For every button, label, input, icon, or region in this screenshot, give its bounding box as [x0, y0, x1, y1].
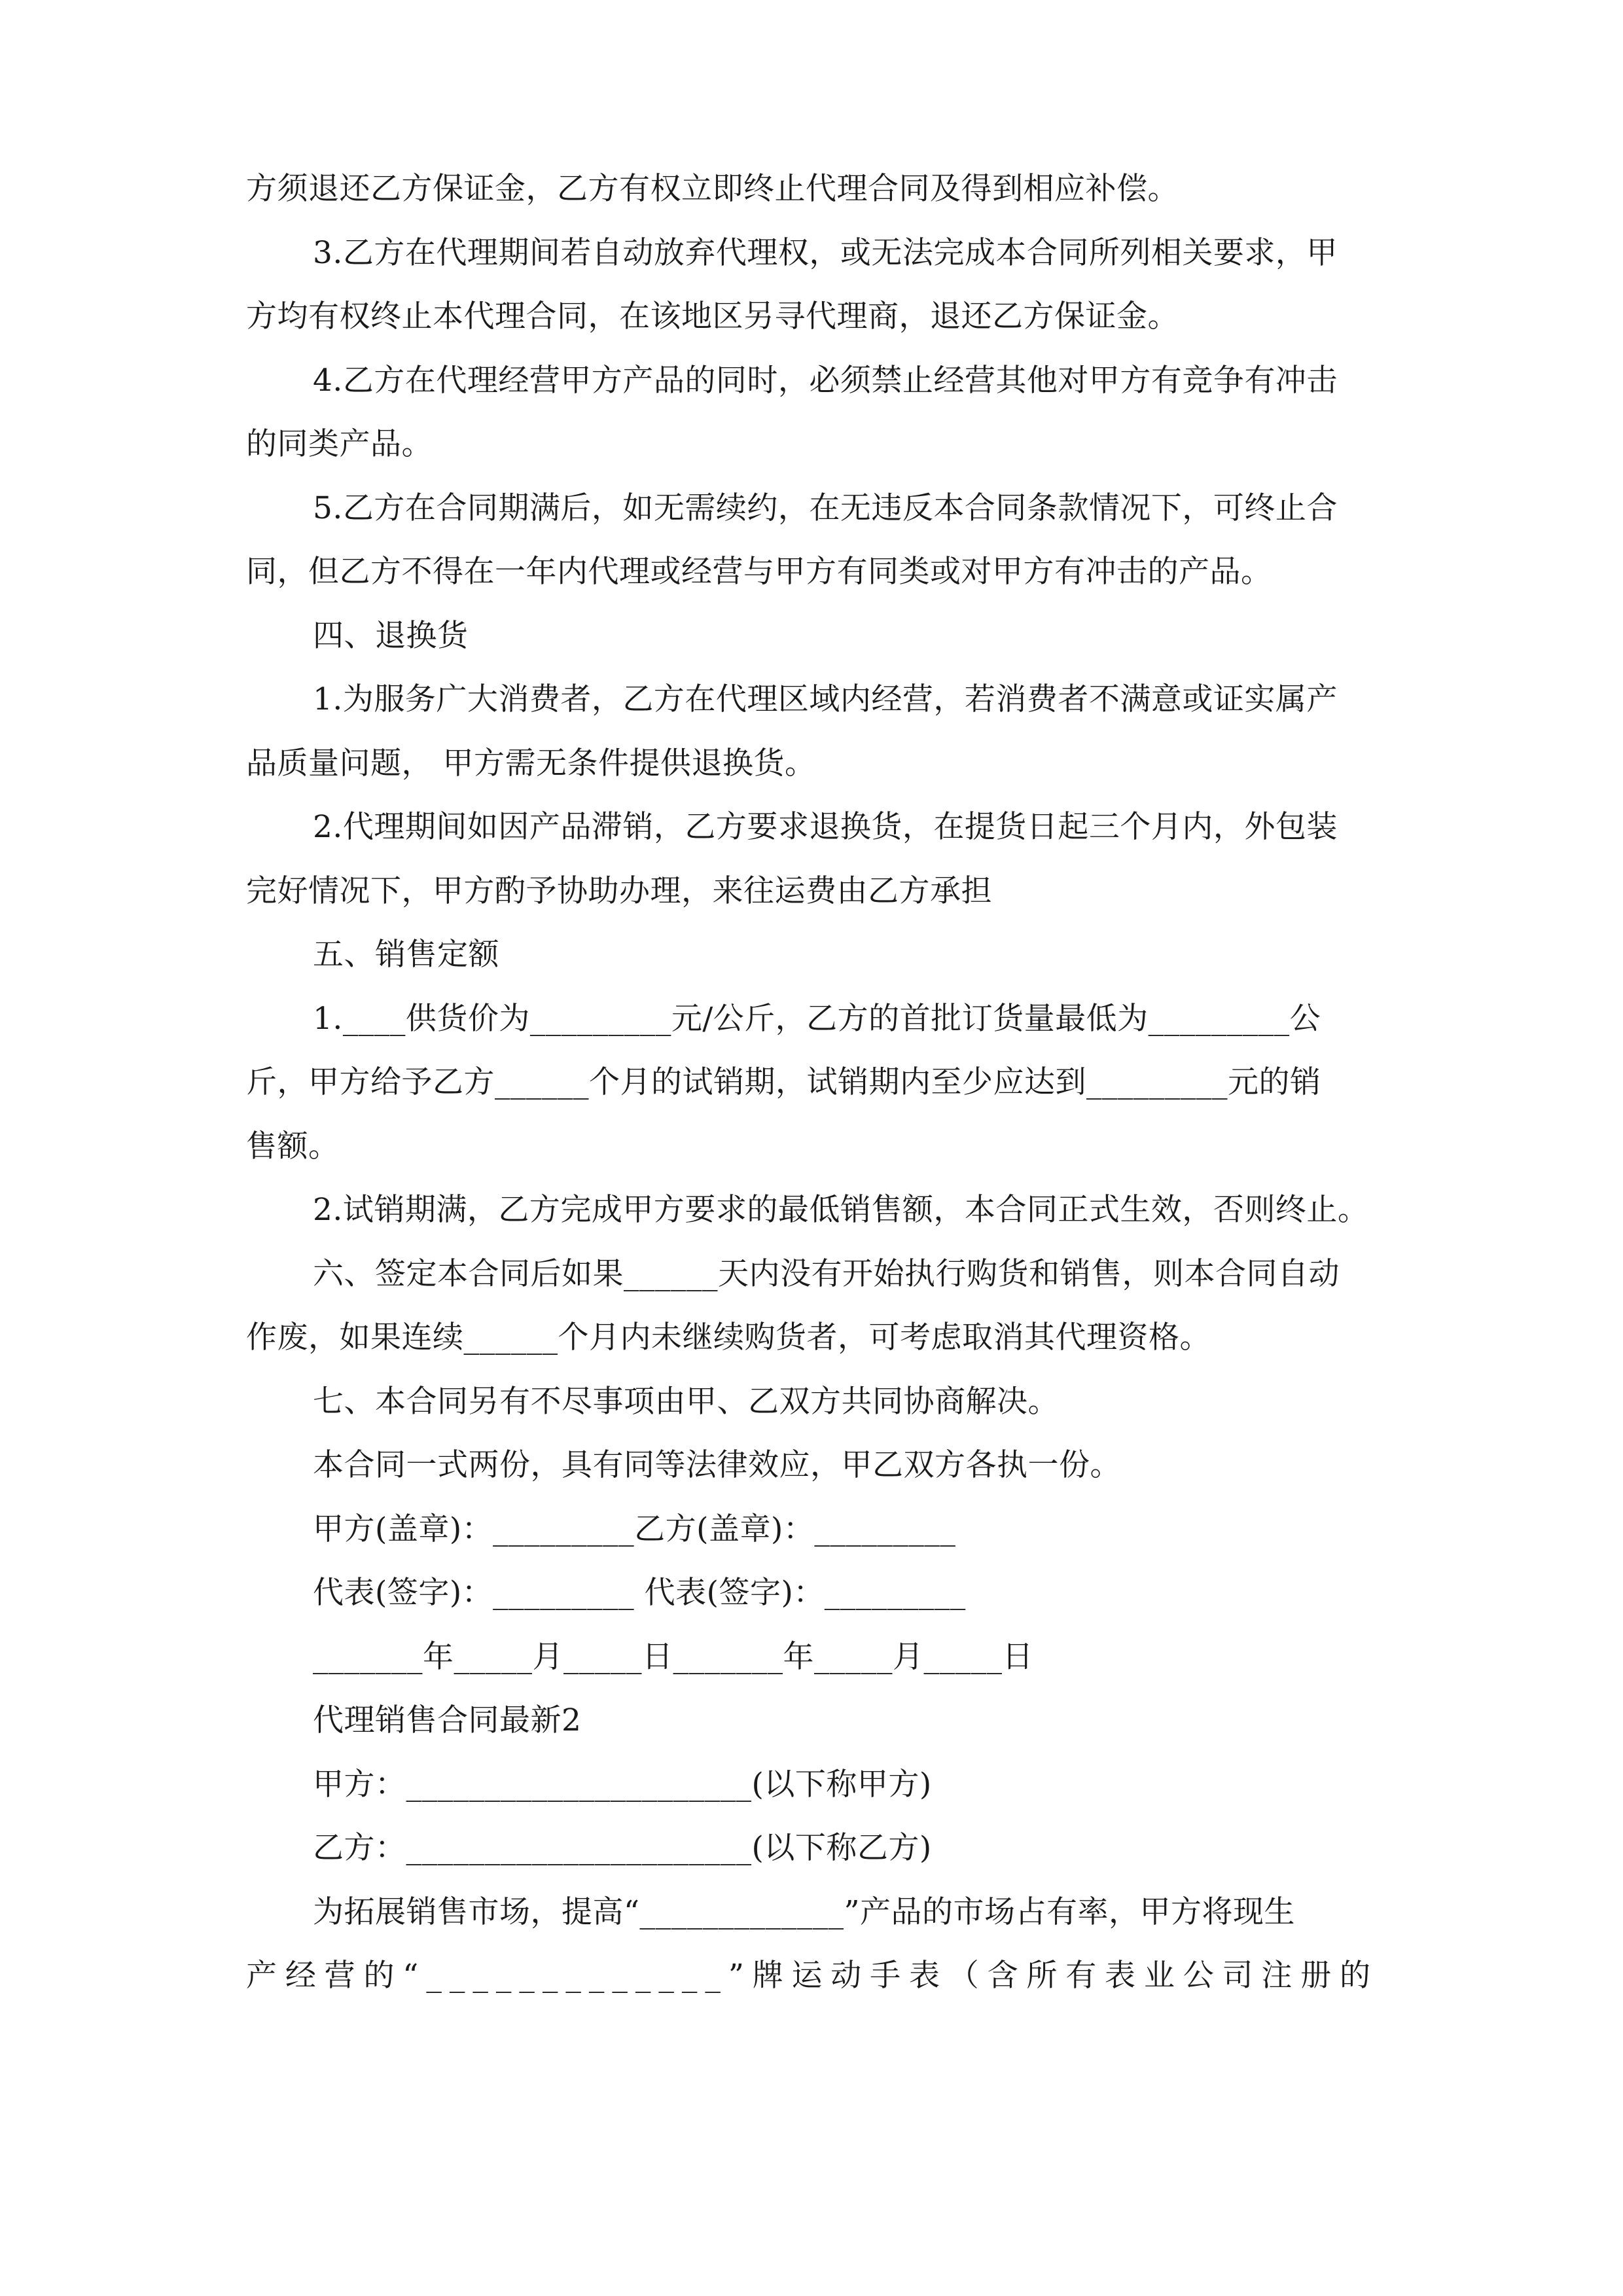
document-body	[246, 157, 1378, 2008]
text-line: 品质量问题， 甲方需无条件提供退换货。	[246, 745, 816, 781]
party-b-field: 乙方：______________________(以下称乙方)	[313, 1830, 932, 1866]
text-line: 4.乙方在代理经营甲方产品的同时，必须禁止经营其他对甲方有竞争有冲击	[313, 362, 1338, 399]
section-heading-return-exchange: 四、退换货	[313, 617, 469, 654]
text-line: 作废，如果连续______个月内未继续购货者，可考虑取消其代理资格。	[246, 1319, 1211, 1355]
party-a-seal-line: 甲方(盖章)：_________乙方(盖章)：_________	[313, 1511, 956, 1547]
text-line: 同，但乙方不得在一年内代理或经营与甲方有同类或对甲方有冲击的产品。	[246, 554, 1272, 590]
text-line: 斤，甲方给予乙方______个月的试销期，试销期内至少应达到_________元的销	[246, 1064, 1321, 1100]
party-a-field: 甲方：______________________(以下称甲方)	[313, 1766, 932, 1803]
text-line: 的同类产品。	[246, 426, 433, 462]
text-line: 1.为服务广大消费者，乙方在代理区域内经营，若消费者不满意或证实属产	[313, 681, 1338, 717]
text-line: 六、签定本合同后如果______天内没有开始执行购货和销售，则本合同自动	[313, 1255, 1340, 1292]
text-line: 产经营的“_____________”牌运动手表（含所有表业公司注册的	[246, 1958, 1378, 1994]
section-heading-sales-quota: 五、销售定额	[313, 937, 499, 973]
text-line: 完好情况下，甲方酌予协助办理，来往运费由乙方承担	[246, 872, 992, 909]
text-line: 本合同一式两份，具有同等法律效应，甲乙双方各执一份。	[313, 1447, 1121, 1483]
text-line: 方均有权终止本代理合同，在该地区另寻代理商，退还乙方保证金。	[246, 298, 1179, 334]
text-line: 2.代理期间如因产品滞销，乙方要求退换货，在提货日起三个月内，外包装	[313, 809, 1338, 845]
text-line: 3.乙方在代理期间若自动放弃代理权，或无法完成本合同所列相关要求，甲	[313, 234, 1338, 271]
document-title: 代理销售合同最新2	[313, 1702, 582, 1738]
text-line: 2.试销期满，乙方完成甲方要求的最低销售额，本合同正式生效，否则终止。	[313, 1192, 1369, 1228]
representative-sign-line: 代表(签字)：_________ 代表(签字)：_________	[313, 1575, 966, 1611]
text-line: 5.乙方在合同期满后，如无需续约，在无违反本合同条款情况下，可终止合	[313, 490, 1338, 526]
text-line: 七、本合同另有不尽事项由甲、乙双方共同协商解决。	[313, 1383, 1059, 1420]
text-line: 方须退还乙方保证金，乙方有权立即终止代理合同及得到相应补偿。	[246, 171, 1179, 207]
date-line: _______年_____月_____日_______年_____月_____日	[313, 1638, 1033, 1675]
text-line: 售额。	[246, 1128, 340, 1164]
text-line: 为拓展销售市场，提高“_____________”产品的市场占有率，甲方将现生	[313, 1893, 1296, 1930]
text-line: 1.____供货价为_________元/公斤，乙方的首批订货量最低为_________公	[313, 1000, 1321, 1037]
